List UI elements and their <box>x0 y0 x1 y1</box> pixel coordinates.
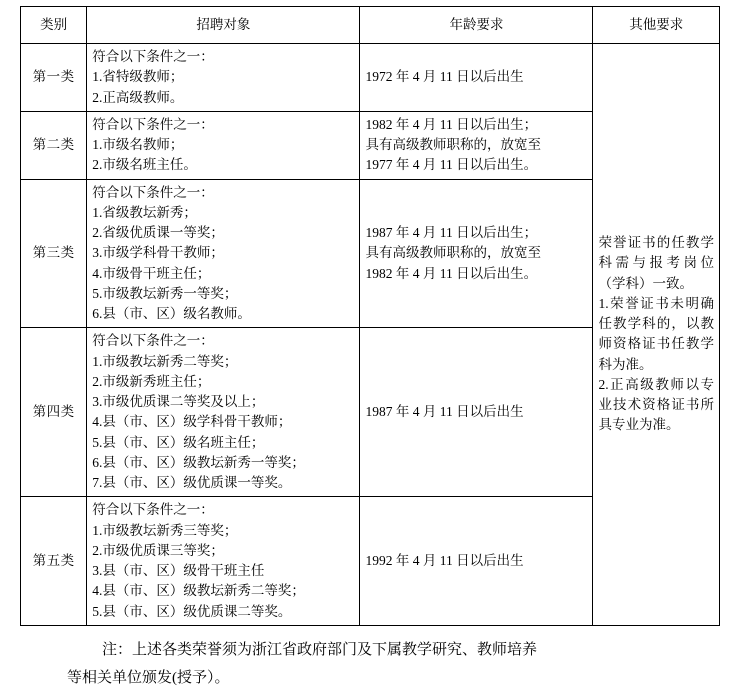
age-cell <box>360 111 593 179</box>
target-line: 3.市级学科骨干教师； <box>92 245 224 261</box>
target-line: 1.市级名教师； <box>92 137 184 152</box>
age-line: 1987 年 4 月 11 日以后出生 <box>365 404 524 420</box>
target-line: 5.县（市、区）级名班主任； <box>92 434 265 450</box>
target-line: 符合以下条件之一： <box>92 49 214 64</box>
target-cell <box>87 179 360 328</box>
target-line: 2.市级名班主任。 <box>92 157 197 173</box>
header-other: 其他要求 <box>593 7 720 44</box>
table-header <box>21 7 720 44</box>
target-line: 2.省级优质课一等奖； <box>92 225 224 240</box>
target-line: 3.市级优质课二等奖及以上； <box>92 394 265 409</box>
category-cell: 第二类 <box>21 111 87 179</box>
category-cell: 第一类 <box>21 44 87 112</box>
target-cell <box>87 44 360 112</box>
age-line: 1982 年 4 月 11 日以后出生； <box>365 116 538 132</box>
age-line: 1977 年 4 月 11 日以后出生。 <box>365 157 538 173</box>
category-cell: 第四类 <box>21 328 87 497</box>
age-line: 具有高级教师职称的，放宽至 <box>365 245 541 261</box>
target-line: 2.市级优质课三等奖； <box>92 542 224 558</box>
category-cell: 第五类 <box>21 497 87 626</box>
header-age: 年龄要求 <box>360 7 593 44</box>
other-intro: 荣誉证书的任教学科需与报考岗位（学科）一致。 <box>598 235 714 291</box>
age-line: 1982 年 4 月 11 日以后出生。 <box>365 265 538 281</box>
age-line: 1972 年 4 月 11 日以后出生 <box>365 69 524 85</box>
target-line: 6.县（市、区）级教坛新秀一等奖； <box>92 454 305 470</box>
target-line: 7.县（市、区）级优质课一等奖。 <box>92 475 292 490</box>
target-line: 符合以下条件之一： <box>92 502 214 518</box>
age-line: 1987 年 4 月 11 日以后出生； <box>365 225 538 240</box>
target-line: 1.市级教坛新秀二等奖； <box>92 353 238 369</box>
target-line: 5.市级教坛新秀一等奖； <box>92 285 238 301</box>
note-line-2: 等相关单位颁发(授予）。 <box>67 670 230 687</box>
other-item-1: 1.荣誉证书未明确任教学科的，以教师资格证书任教学科为准。 <box>598 295 714 372</box>
age-cell <box>360 44 593 112</box>
table-header-row <box>21 7 720 44</box>
other-requirements-cell <box>593 44 720 626</box>
target-line: 6.县（市、区）级名教师。 <box>92 306 251 321</box>
target-line: 4.县（市、区）级学科骨干教师； <box>92 414 292 430</box>
category-cell: 第三类 <box>21 179 87 328</box>
target-line: 4.市级骨干班主任； <box>92 265 211 281</box>
target-cell <box>87 111 360 179</box>
age-line: 具有高级教师职称的，放宽至 <box>365 137 541 152</box>
target-cell <box>87 497 360 626</box>
header-category: 类别 <box>21 7 87 44</box>
target-line: 5.县（市、区）级优质课二等奖。 <box>92 603 292 619</box>
table-note <box>20 636 720 693</box>
note-line-1: 注：上述各类荣誉须为浙江省政府部门及下属教学研究、教师培养 <box>102 641 538 658</box>
target-line: 3.县（市、区）级骨干班主任 <box>92 563 265 578</box>
target-line: 1.市级教坛新秀三等奖； <box>92 522 238 538</box>
age-cell <box>360 179 593 328</box>
recruitment-requirements-table <box>20 6 720 626</box>
target-line: 符合以下条件之一： <box>92 333 214 349</box>
target-line: 2.正高级教师。 <box>92 89 184 105</box>
target-cell <box>87 328 360 497</box>
age-cell <box>360 328 593 497</box>
target-line: 2.市级新秀班主任； <box>92 373 211 389</box>
target-line: 4.县（市、区）级教坛新秀二等奖； <box>92 583 305 599</box>
target-line: 1.省级教坛新秀； <box>92 204 197 220</box>
table-body <box>21 44 720 626</box>
target-line: 1.省特级教师； <box>92 69 184 85</box>
target-line: 符合以下条件之一： <box>92 116 214 132</box>
other-item-2: 2.正高级教师以专业技术资格证书所具专业为准。 <box>598 376 714 433</box>
target-line: 符合以下条件之一： <box>92 184 214 200</box>
table-row <box>21 44 720 112</box>
age-cell <box>360 497 593 626</box>
age-line: 1992 年 4 月 11 日以后出生 <box>365 552 524 568</box>
header-target: 招聘对象 <box>87 7 360 44</box>
